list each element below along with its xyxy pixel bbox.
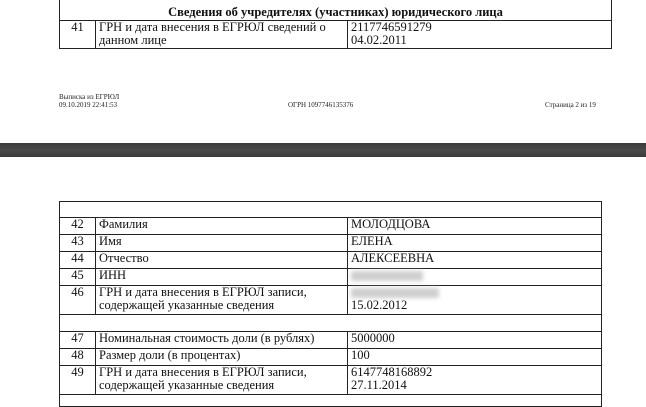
row-label: Номинальная стоимость доли (в рублях) bbox=[96, 332, 348, 349]
empty-header-row bbox=[60, 202, 602, 218]
table-row bbox=[60, 332, 602, 349]
row-label: Отчество bbox=[96, 252, 348, 269]
row-number: 43 bbox=[60, 235, 96, 252]
patronymic-value: АЛЕКСЕЕВНА bbox=[348, 252, 602, 269]
record-date: 15.02.2012 bbox=[351, 298, 408, 312]
row-number: 45 bbox=[60, 269, 96, 286]
share-percent-value: 100 bbox=[348, 349, 602, 366]
row-number: 44 bbox=[60, 252, 96, 269]
footer-timestamp: 09.10.2019 22:41:53 bbox=[59, 101, 118, 109]
inn-value bbox=[348, 269, 602, 286]
row-label bbox=[96, 366, 348, 395]
document-page-3 bbox=[0, 157, 646, 407]
row-label: Имя bbox=[96, 235, 348, 252]
surname-value: МОЛОДЦОВА bbox=[348, 218, 602, 235]
row-number: 48 bbox=[60, 349, 96, 366]
redacted-grn bbox=[351, 288, 439, 298]
row-value bbox=[348, 366, 602, 395]
label-line: ГРН и дата внесения в ЕГРЮЛ записи, bbox=[99, 285, 307, 299]
record-date: 04.02.2011 bbox=[351, 33, 407, 47]
label-line: ГРН и дата внесения в ЕГРЮЛ записи, bbox=[99, 365, 307, 379]
page-separator bbox=[0, 143, 646, 157]
nominal-value: 5000000 bbox=[348, 332, 602, 349]
row-label: Фамилия bbox=[96, 218, 348, 235]
table-row bbox=[60, 0, 612, 21]
table-row bbox=[60, 218, 602, 235]
row-number: 49 bbox=[60, 366, 96, 395]
footer-left bbox=[59, 93, 119, 109]
empty-row bbox=[60, 315, 602, 332]
founder-details-table bbox=[59, 201, 602, 407]
redacted-inn bbox=[351, 271, 423, 281]
table-row bbox=[60, 315, 602, 332]
footer-page-number: Страница 2 из 19 bbox=[545, 101, 596, 109]
row-number: 42 bbox=[60, 218, 96, 235]
founders-table bbox=[59, 0, 612, 49]
label-line: содержащей указанные сведения bbox=[99, 298, 275, 312]
table-row bbox=[60, 252, 602, 269]
first-name-value: ЕЛЕНА bbox=[348, 235, 602, 252]
next-row bbox=[60, 395, 602, 407]
footer-ogrn: ОГРН 1097746135376 bbox=[288, 101, 354, 109]
table-row bbox=[60, 366, 602, 395]
record-grn: 2117746591279 bbox=[351, 20, 432, 34]
row-label: Размер доли (в процентах) bbox=[96, 349, 348, 366]
table-row bbox=[60, 349, 602, 366]
section-title: Сведения об учредителях (участниках) юридического лица bbox=[60, 0, 612, 21]
record-grn: 6147748168892 bbox=[351, 365, 433, 379]
row-number: 47 bbox=[60, 332, 96, 349]
table-row bbox=[60, 269, 602, 286]
table-row bbox=[60, 395, 602, 407]
record-date: 27.11.2014 bbox=[351, 378, 407, 392]
table-row bbox=[60, 235, 602, 252]
redacted-grn-line bbox=[351, 286, 598, 299]
footer-doc-title: Выписка из ЕГРЮЛ bbox=[59, 93, 120, 101]
label-line: содержащей указанные сведения bbox=[99, 378, 275, 392]
document-page-2 bbox=[0, 0, 646, 143]
row-number: 46 bbox=[60, 286, 96, 315]
row-number: 41 bbox=[60, 21, 96, 49]
row-label: ГРН и дата внесения в ЕГРЮЛ сведений о данном лице bbox=[96, 21, 348, 49]
table-row bbox=[60, 202, 602, 218]
row-label bbox=[96, 286, 348, 315]
row-value bbox=[348, 286, 602, 315]
row-value bbox=[348, 21, 612, 49]
row-label: ИНН bbox=[96, 269, 348, 286]
table-row bbox=[60, 21, 612, 49]
table-row bbox=[60, 286, 602, 315]
